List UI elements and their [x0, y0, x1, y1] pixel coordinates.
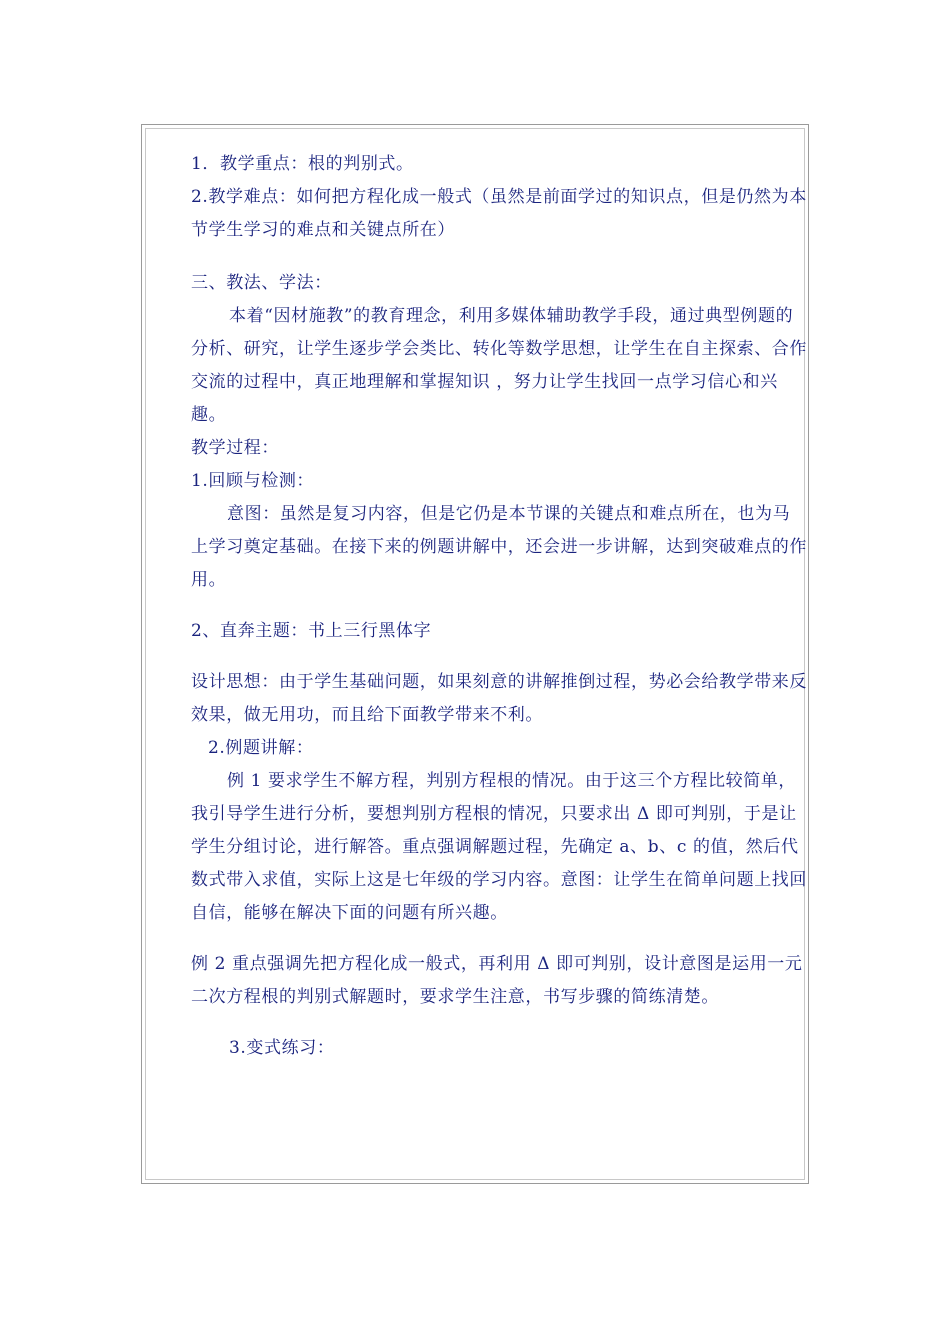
main-topic-heading: 2、直奔主题：书上三行黑体字: [191, 621, 432, 641]
design-thinking-paragraph: 设计思想：由于学生基础问题，如果刻意的讲解推倒过程，势必会给教学带来反效果，做无用功，而且给下面教学带来不利。: [191, 672, 807, 725]
spacer: [191, 1014, 807, 1032]
spacer: [191, 930, 807, 948]
review-intent-paragraph: 意图：虽然是复习内容，但是它仍是本节课的关键点和难点所在，也为马上学习奠定基础。在接下来的例题讲解中，还会进一步讲解，达到突破难点的作用。: [191, 504, 807, 590]
example-1-paragraph: 例 1 要求学生不解方程，判别方程根的情况。由于这三个方程比较简单，我引导学生进行分析，要想判别方程根的情况，只要求出 Δ 即可判别，于是让学生分组讨论，进行解答。重点强调解题过程，先确定 a、b、c 的值，然后代数式带入求值，实际上这是七年级的学习内容。意图：让学生在简单问题上找回自信，能够在解决下面的问题有所兴趣。: [191, 771, 807, 923]
review-heading: 1.回顾与检测：: [191, 471, 315, 491]
example-explanation-heading: 2.例题讲解：: [208, 738, 314, 758]
document-body: [191, 148, 807, 1065]
variant-practice-heading: 3.变式练习：: [229, 1038, 335, 1058]
spacer: [191, 247, 807, 267]
teaching-process-heading: 教学过程：: [191, 438, 279, 458]
document-frame: [141, 124, 809, 1184]
methods-paragraph: 本着“因材施教”的教育理念，利用多媒体辅助教学手段，通过典型例题的分析、研究，让学生逐步学会类比、转化等数学思想，让学生在自主探索、合作交流的过程中，真正地理解和掌握知识 ，努力让学生找回一点学习信心和兴趣。: [191, 306, 807, 425]
example-2-paragraph: 例 2 重点强调先把方程化成一般式，再利用 Δ 即可判别，设计意图是运用一元二次方程根的判别式解题时，要求学生注意，书写步骤的简练清楚。: [191, 954, 803, 1007]
spacer: [191, 648, 807, 666]
teaching-difficulty: 2.教学难点：如何把方程化成一般式（虽然是前面学过的知识点，但是仍然为本节学生学习的难点和关键点所在）: [191, 187, 807, 240]
teaching-focus: 1．教学重点：根的判别式。: [191, 154, 414, 174]
section-heading-methods: 三、教法、学法：: [191, 273, 332, 293]
spacer: [191, 597, 807, 615]
